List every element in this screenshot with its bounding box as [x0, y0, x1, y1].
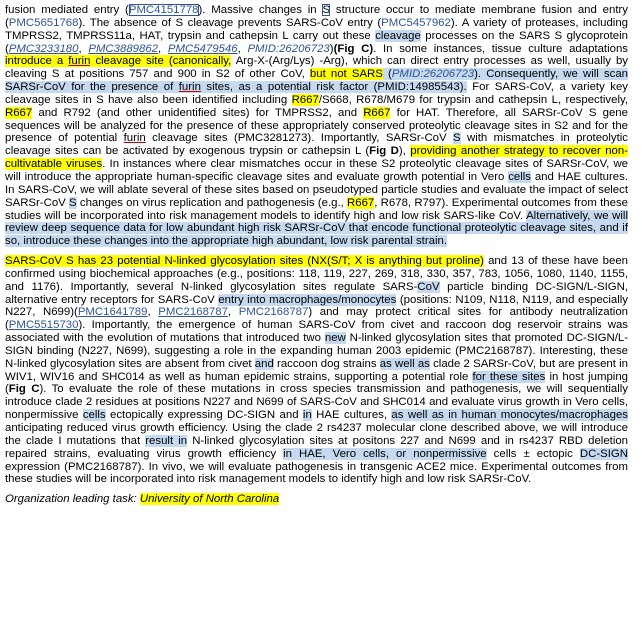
highlighted-text: and [254, 357, 274, 370]
highlighted-text: as well as in human monocytes/macrophages [391, 409, 628, 422]
text: and 13 of these have been confirmed using biochemical approaches (e.g., positions: 118, 119, 227, 269, 318, 330, 357, 783, 1056, 1080, 1140, 1155, and 1176). Importantly, several N-linked glycosylation sites regulate SARS- [5, 255, 628, 293]
highlighted-text: as well as [379, 357, 430, 370]
reference-link[interactable]: PMC5515730 [8, 319, 79, 332]
reference-link[interactable]: PMC5479546 [167, 42, 238, 55]
highlighted-text: providing another strategy to recover non-cultivatable viruses [5, 145, 628, 171]
text: structure occur to mediate membrane fusion and entry ( [5, 4, 628, 29]
highlighted-text: cleavage site (canonically, [90, 55, 232, 68]
highlighted-text: sites, as a potential risk factor (PMID:14985543). [200, 81, 467, 94]
highlighted-text: for these sites [472, 370, 546, 383]
highlighted-text: CoV [417, 280, 440, 293]
text: clade 2 SARSr-CoV, but are present in WIV1, WIV16 and SHC014 as well as human epidemic strains, supporting a potential role [5, 357, 629, 383]
highlighted-text: but not SARS [309, 68, 383, 81]
text: For SARS-CoV, a variety key cleavage sites in S have also been identified including [5, 81, 628, 106]
reference-link[interactable]: PMC3889862 [88, 42, 159, 55]
text: , [158, 42, 168, 55]
highlighted-text: DC-SIGN [579, 447, 628, 460]
text: N-linked glycosylation sites at positons 227 and N699 and in rs4237 RBD deletion repaired strains, evaluating virus growth efficiency [5, 434, 629, 460]
text: processes on the SARS S glycoprotein ( [5, 29, 628, 55]
text: , [78, 42, 89, 55]
text: with mismatches in proteolytic cleavage sites can be activated by exogenous trypsin or cathepsin L ( [5, 132, 628, 158]
text: ectopically expressing DC-SIGN and [105, 409, 303, 422]
organization-label: Organization leading task: [5, 493, 140, 506]
text: ). The absence of S cleavage prevents SARS-CoV entry ( [78, 16, 382, 29]
organization-line [5, 493, 628, 506]
text: fusion mediated entry ( [5, 4, 129, 16]
highlighted-text: furin [68, 55, 91, 68]
text: cells ± ectopic [486, 447, 580, 460]
paragraph-glycosylation [5, 255, 628, 486]
highlighted-text: result in [145, 434, 188, 447]
text: HAE cultures, [311, 409, 392, 422]
text: , [147, 306, 159, 319]
text: /S668, R678/M679 for trypsin and cathepsin L, respectively, [318, 93, 628, 106]
text: (positions: N109, N118, N119, and especially N227, N699)( [5, 293, 628, 319]
highlighted-text: furin [178, 81, 201, 94]
highlighted-text: R667 [363, 106, 391, 119]
reference-link[interactable]: PMC5457962 [381, 16, 451, 29]
reference-link[interactable]: PMC3233180 [8, 42, 79, 55]
highlighted-text: new [324, 332, 346, 345]
text: and HAE cultures. In SARS-CoV, we will ablate several of these sites based on pseudotyped particle studies and evaluate the impact of select SARSr-CoV [5, 170, 628, 209]
text: . In instances where clear mismatches occur in these S2 proteolytic cleavage sites of SARSr-CoV, we will introduce the appropriate human-specific cleavage sites and evaluate growth potential in Vero [5, 158, 629, 183]
highlighted-text: R667 [347, 196, 375, 209]
reference-link[interactable]: PMC4151778 [128, 4, 199, 16]
text: ) [329, 42, 334, 55]
text: , [237, 42, 248, 55]
text: S [322, 4, 331, 16]
text: ). A variety of proteases, including TMPRSS2, TMPRSS11a, HAT, trypsin and cathepsin L carry out these [5, 16, 628, 42]
reference-link[interactable]: PMC1641789 [77, 306, 148, 319]
figure-reference: Fig C [8, 383, 40, 396]
highlighted-text: S [453, 132, 461, 145]
highlighted-text: ( [382, 68, 392, 81]
text: furin [123, 132, 146, 145]
highlighted-text: ). Consequently, we will scan SARSr-CoV for the presence of [5, 68, 629, 94]
paragraph-cleavage-sites [5, 4, 628, 248]
text: ). Importantly, the emergence of human SARS-CoV from civet and raccoon dog reservoir strains was associated with the evolution of mutations that introduced two [5, 319, 628, 345]
reference-link[interactable]: PMID:26206723 [391, 68, 475, 81]
figure-reference: Fig D [369, 145, 399, 158]
text: , [227, 306, 239, 319]
reference-link[interactable]: PMID:26206723 [247, 42, 330, 55]
text: ). Massive changes in [198, 4, 323, 16]
highlighted-text: Alternatively, we will review deep sequence data for low abundant high risk SARSr-CoV that encode functional proteolytic cleavage sites, and if so, introduce these changes into the appropriate high abundant, low risk parental strain. [5, 209, 628, 248]
highlighted-text: S [69, 196, 77, 209]
highlighted-text: in [302, 409, 312, 422]
highlighted-text: cells [508, 170, 532, 183]
highlighted-text: R667 [291, 93, 319, 106]
text: , R678, R797). Experimental outcomes from these studies will be incorporated into risk management models to identify high and low risk SARS-like CoV. [5, 196, 628, 222]
text: particle binding DC-SIGN/L-SIGN, alternative entry receptors for SARS-CoV [5, 280, 628, 306]
highlighted-text: cleavage [375, 29, 421, 42]
highlighted-text: SARS-CoV S has 23 potential N-linked glycosylation sites (NX(S/T; X is anything but proline) [5, 255, 484, 268]
text: in host jumping ( [5, 370, 628, 396]
text: . In some instances, tissue culture adaptations [373, 42, 628, 55]
text: changes on virus replication and pathogenesis (e.g., [76, 196, 348, 209]
reference-link[interactable]: PMC2168787 [238, 306, 309, 319]
text: ). To evaluate the role of these mutations in cross species transmission and pathogenesis, we will sequentially introduce clade 2 residues at positions N227 and N699 of SARS-CoV and SHC014 and evaluate virus growth in Vero cells, nonpermissive [5, 383, 628, 422]
text: expression (PMC2168787). In vivo, we will evaluate pathogenesis in transgenic ACE2 mice. Experimental outcomes from these studies will be incorporated into risk management models to identify high and low risk SARSr-CoV. [5, 460, 628, 486]
reference-link[interactable]: PMC5651768 [8, 16, 79, 29]
text: N-linked glycosylation sites that promoted DC-SIGN/L-SIGN binding (N227, N699), suggesting a role in the expanding human 2003 epidemic (PMC2168787). Interesting, these N-linked glycosylation sites are absent from civet [5, 332, 628, 370]
highlighted-text: in HAE, Vero cells, or nonpermissive [283, 447, 487, 460]
highlighted-text: introduce a [5, 55, 69, 68]
text: ) and may protect critical sites for antibody neutralization ( [5, 306, 628, 332]
text: ), [398, 145, 411, 158]
highlighted-text: cells [82, 409, 106, 422]
highlighted-text: entry into macrophages/monocytes [218, 293, 397, 306]
figure-reference: (Fig C) [333, 42, 374, 55]
text: anticipating reduced virus growth efficiency. Using the clade 2 rs4237 molecular clone described above, we will introduce the clade I mutations that [5, 422, 628, 447]
text: Arg-X-(Arg/Lys) -Arg), which can direct entry processes as well, usually by cleaving S at positions 757 and 900 in S2 of other CoV, [5, 55, 629, 81]
text: for HAT. Therefore, all SARSr-CoV S gene sequences will be analyzed for the presence of these appropriately conserved proteolytic cleavage sites in S2 and for the presence of potential [5, 106, 628, 145]
text: and R792 (and other unidentified sites) for TMPRSS2, and [32, 106, 364, 119]
text: raccoon dog strains [273, 357, 380, 370]
highlighted-text: R667 [5, 106, 33, 119]
document-page [5, 4, 628, 506]
reference-link[interactable]: PMC2168787 [158, 306, 228, 319]
text: cleavage sites (PMC3281273). Importantly, SARSr-CoV [145, 132, 453, 145]
organization-name: University of North Carolina [139, 493, 280, 506]
